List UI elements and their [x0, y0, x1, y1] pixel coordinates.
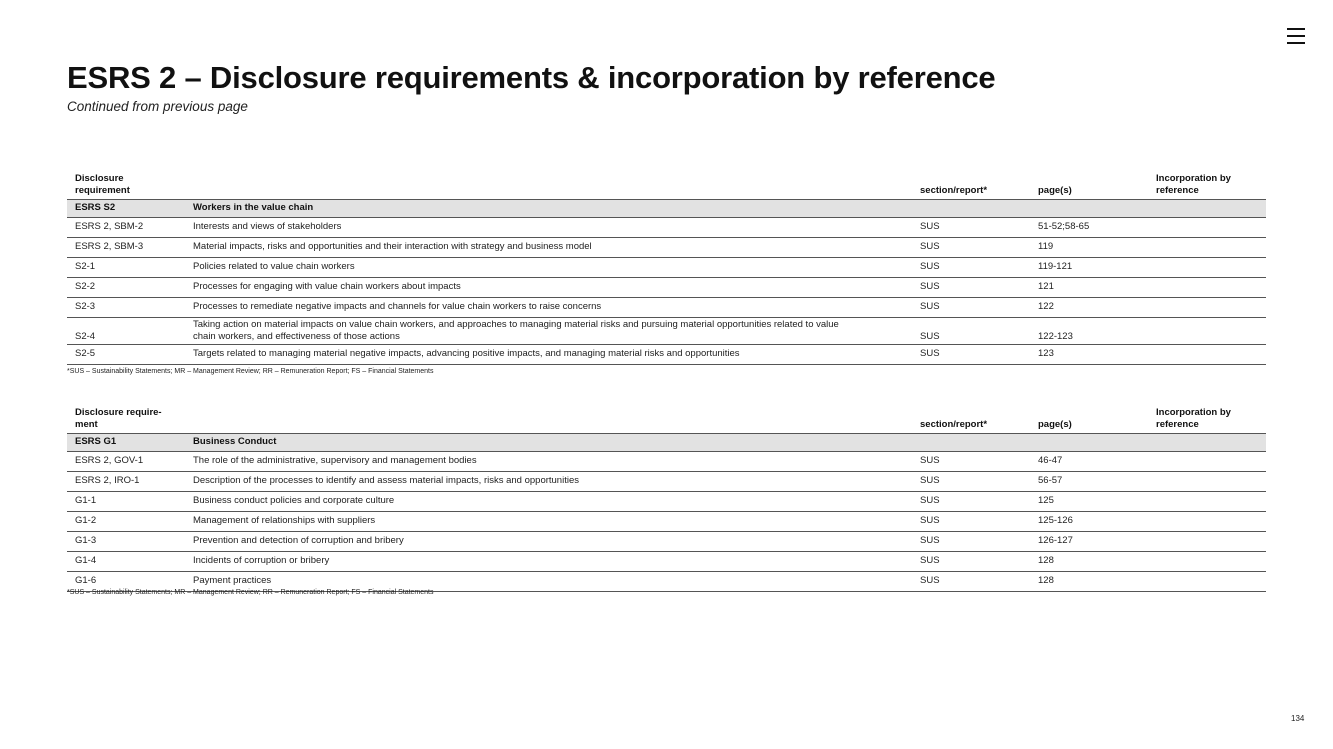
row-section: SUS: [912, 511, 1030, 531]
table-row: [67, 317, 1266, 344]
table-footnote: *SUS – Sustainability Statements; MR – Management Review; RR – Remuneration Report; FS – Financial Statements: [67, 589, 434, 596]
column-header-section: section/report*: [920, 184, 988, 196]
row-reference: [1148, 571, 1266, 591]
table-header-row: [67, 402, 1266, 433]
row-description: Management of relationships with suppliers: [185, 511, 912, 531]
table-row: [67, 451, 1266, 471]
row-section: SUS: [912, 531, 1030, 551]
row-section: SUS: [912, 551, 1030, 571]
row-pages: 125: [1030, 491, 1148, 511]
row-section: SUS: [912, 451, 1030, 471]
row-pages: 121: [1030, 277, 1148, 297]
table-row: [67, 531, 1266, 551]
row-reference: [1148, 297, 1266, 317]
table-row: [67, 297, 1266, 317]
row-pages: 128: [1030, 571, 1148, 591]
row-description: Material impacts, risks and opportunities and their interaction with strategy and business model: [185, 237, 912, 257]
row-pages: 46-47: [1030, 451, 1148, 471]
menu-bar: [1287, 42, 1305, 44]
hamburger-menu-icon[interactable]: [1287, 28, 1305, 44]
table-row: [67, 257, 1266, 277]
table-footnote: *SUS – Sustainability Statements; MR – Management Review; RR – Remuneration Report; FS – Financial Statements: [67, 368, 434, 375]
row-code: G1-6: [67, 571, 185, 591]
menu-bar: [1287, 35, 1305, 37]
row-code: G1-4: [67, 551, 185, 571]
table-row: [67, 217, 1266, 237]
row-pages: 56-57: [1030, 471, 1148, 491]
row-description: Targets related to managing material negative impacts, advancing positive impacts, and managing material risks and opportunities: [185, 344, 912, 364]
row-pages: 119-121: [1030, 257, 1148, 277]
row-reference: [1148, 237, 1266, 257]
row-section: SUS: [912, 237, 1030, 257]
table-row: [67, 344, 1266, 364]
row-reference: [1148, 471, 1266, 491]
row-code: S2-5: [67, 344, 185, 364]
table-header-row: [67, 168, 1266, 199]
row-pages: 126-127: [1030, 531, 1148, 551]
column-header-description: [185, 168, 912, 199]
row-section: SUS: [912, 491, 1030, 511]
row-section: SUS: [912, 257, 1030, 277]
column-header-pages: page(s): [1038, 418, 1072, 430]
page-subtitle: Continued from previous page: [67, 99, 248, 114]
row-description: Taking action on material impacts on value chain workers, and approaches to managing material risks and pursuing material opportunities related to value chain workers, and effectiveness of those actions: [185, 317, 912, 344]
row-code: G1-1: [67, 491, 185, 511]
row-description: Interests and views of stakeholders: [185, 217, 912, 237]
column-header-pages: page(s): [1038, 184, 1072, 196]
row-section: SUS: [912, 317, 1030, 344]
row-description: Incidents of corruption or bribery: [185, 551, 912, 571]
row-reference: [1148, 217, 1266, 237]
page-number: 134: [1291, 714, 1305, 723]
row-description: Payment practices: [185, 571, 912, 591]
row-reference: [1148, 317, 1266, 344]
row-description: Policies related to value chain workers: [185, 257, 912, 277]
row-code: S2-1: [67, 257, 185, 277]
table-row: [67, 237, 1266, 257]
column-header-requirement: Disclosure requirement: [75, 172, 130, 196]
table-section-row: [67, 199, 1266, 217]
row-description: The role of the administrative, supervisory and management bodies: [185, 451, 912, 471]
column-header-section: section/report*: [920, 418, 988, 430]
row-pages: 119: [1030, 237, 1148, 257]
row-code: ESRS 2, GOV-1: [67, 451, 185, 471]
table-row: [67, 491, 1266, 511]
table-row: [67, 511, 1266, 531]
table-row: [67, 471, 1266, 491]
menu-bar: [1287, 28, 1305, 30]
table-row: [67, 277, 1266, 297]
row-reference: [1148, 451, 1266, 471]
column-header-incorporation: Incorporation by reference: [1156, 172, 1231, 196]
row-reference: [1148, 531, 1266, 551]
row-code: G1-2: [67, 511, 185, 531]
row-description: Business conduct policies and corporate culture: [185, 491, 912, 511]
section-title: Business Conduct: [185, 433, 912, 451]
row-section: SUS: [912, 344, 1030, 364]
row-description: Processes for engaging with value chain workers about impacts: [185, 277, 912, 297]
row-pages: 122-123: [1030, 317, 1148, 344]
section-code: ESRS S2: [67, 199, 185, 217]
row-section: SUS: [912, 297, 1030, 317]
row-pages: 128: [1030, 551, 1148, 571]
row-code: ESRS 2, SBM-2: [67, 217, 185, 237]
row-code: G1-3: [67, 531, 185, 551]
table-row: [67, 571, 1266, 591]
section-title: Workers in the value chain: [185, 199, 912, 217]
row-description: Description of the processes to identify and assess material impacts, risks and opportunities: [185, 471, 912, 491]
row-pages: 123: [1030, 344, 1148, 364]
row-reference: [1148, 551, 1266, 571]
row-reference: [1148, 277, 1266, 297]
row-pages: 51-52;58-65: [1030, 217, 1148, 237]
row-code: ESRS 2, SBM-3: [67, 237, 185, 257]
row-code: ESRS 2, IRO-1: [67, 471, 185, 491]
row-section: SUS: [912, 571, 1030, 591]
row-pages: 122: [1030, 297, 1148, 317]
table-section-row: [67, 433, 1266, 451]
row-reference: [1148, 511, 1266, 531]
page-title: ESRS 2 – Disclosure requirements & incorporation by reference: [67, 60, 996, 95]
table-row: [67, 551, 1266, 571]
disclosure-table-g1: [67, 402, 1266, 592]
row-description: Prevention and detection of corruption and bribery: [185, 531, 912, 551]
row-section: SUS: [912, 471, 1030, 491]
row-reference: [1148, 344, 1266, 364]
column-header-requirement: Disclosure require- ment: [75, 406, 162, 430]
row-code: S2-2: [67, 277, 185, 297]
column-header-incorporation: Incorporation by reference: [1156, 406, 1231, 430]
row-section: SUS: [912, 217, 1030, 237]
row-reference: [1148, 491, 1266, 511]
section-code: ESRS G1: [67, 433, 185, 451]
row-code: S2-3: [67, 297, 185, 317]
column-header-description: [185, 402, 912, 433]
row-pages: 125-126: [1030, 511, 1148, 531]
row-reference: [1148, 257, 1266, 277]
row-code: S2-4: [67, 317, 185, 344]
disclosure-table-s2: [67, 168, 1266, 365]
row-description: Processes to remediate negative impacts and channels for value chain workers to raise concerns: [185, 297, 912, 317]
row-section: SUS: [912, 277, 1030, 297]
